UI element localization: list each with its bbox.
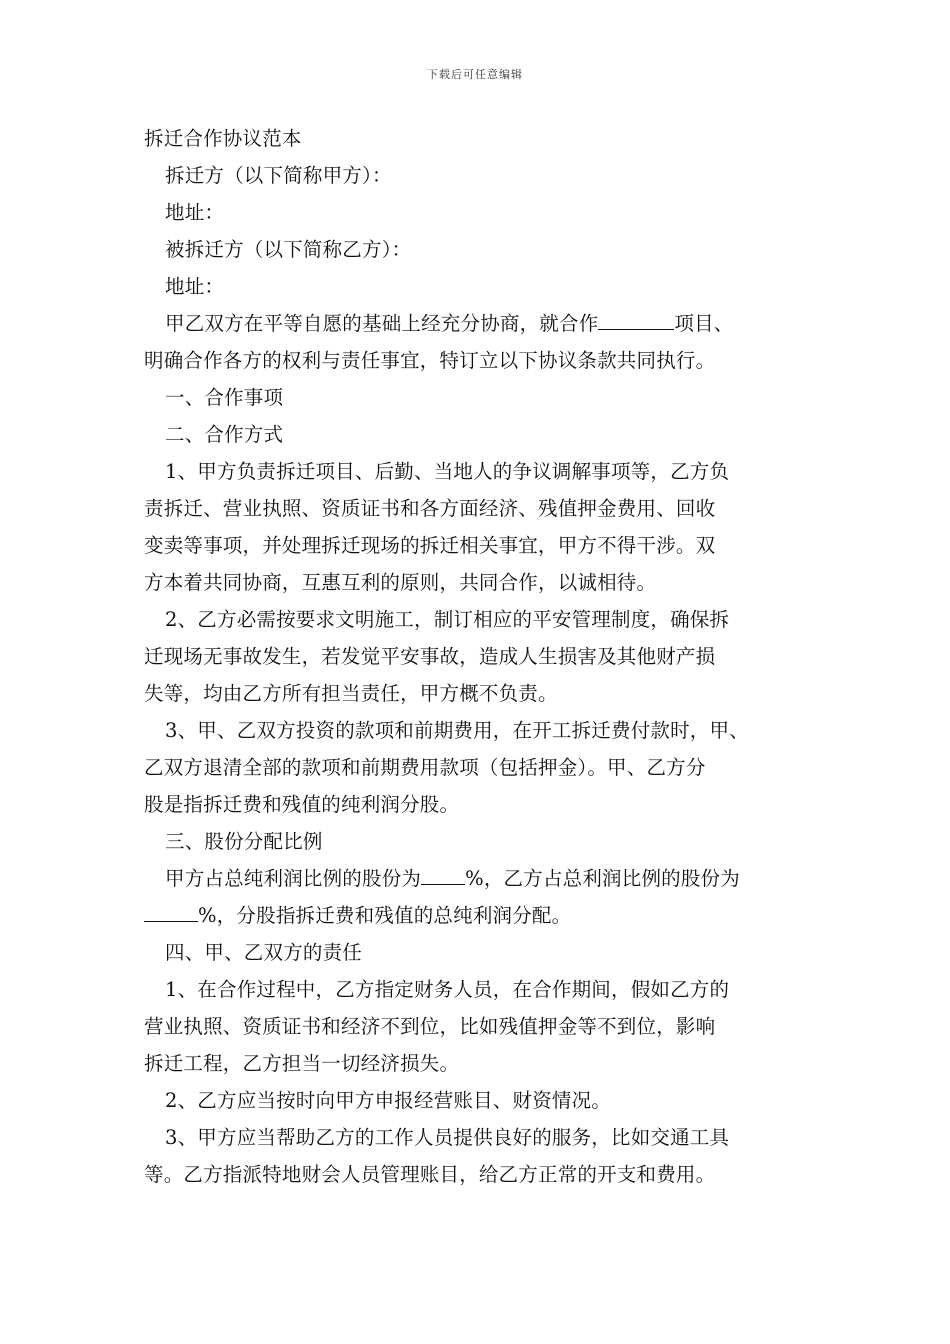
s4-p3-line-2: 等。乙方指派特地财会人员管理账目，给乙方正常的开支和费用。 xyxy=(144,1163,716,1186)
party-b-line: 被拆迁方（以下简称乙方）： xyxy=(165,238,412,261)
s2-p3-line-3: 股是指拆迁费和残值的纯利润分股。 xyxy=(144,793,460,816)
s2-p2-line-2: 迁现场无事故发生，若发觉平安事故，造成人生损害及其他财产损 xyxy=(144,645,716,668)
intro-line-1 xyxy=(144,305,809,342)
s4-p1-line-1: 1、在合作过程中，乙方指定财务人员，在合作期间，假如乙方的 xyxy=(165,978,730,1001)
s3-line-2-text: %，分股指拆迁费和残值的总纯利润分配。 xyxy=(198,904,572,927)
s4-p2-line-1: 2、乙方应当按时向甲方申报经营账目、财资情况。 xyxy=(165,1089,612,1112)
section-4-heading: 四、甲、乙双方的责任 xyxy=(165,941,363,964)
section-3-heading: 三、股份分配比例 xyxy=(165,830,323,853)
s2-p3-line-1: 3、甲、乙双方投资的款项和前期费用，在开工拆迁费付款时，甲、 xyxy=(165,719,749,742)
section-2-heading: 二、合作方式 xyxy=(165,423,284,446)
s2-p2-line-1: 2、乙方必需按要求文明施工，制订相应的平安管理制度，确保拆 xyxy=(165,608,730,631)
intro-text-before: 甲乙双方在平等自愿的基础上经充分协商，就合作 xyxy=(165,312,599,335)
project-name-blank xyxy=(598,309,674,330)
s3-text-after: %，乙方占总利润比例的股份为 xyxy=(465,867,740,890)
intro-text-after: 项目、 xyxy=(674,312,734,335)
header-note: 下载后可任意编辑 xyxy=(427,68,523,81)
document-body xyxy=(144,120,809,1193)
party-b-share-blank xyxy=(144,901,198,922)
party-a-line: 拆迁方（以下简称甲方）： xyxy=(165,164,392,187)
s4-p3-line-1: 3、甲方应当帮助乙方的工作人员提供良好的服务，比如交通工具 xyxy=(165,1126,730,1149)
intro-line-2: 明确合作各方的权利与责任事宜，特订立以下协议条款共同执行。 xyxy=(144,349,716,372)
s4-p1-line-2: 营业执照、资质证书和经济不到位，比如残值押金等不到位，影响 xyxy=(144,1015,716,1038)
party-a-share-blank xyxy=(421,864,465,885)
s2-p2-line-3: 失等，均由乙方所有担当责任，甲方概不负责。 xyxy=(144,682,558,705)
document-title: 拆迁合作协议范本 xyxy=(144,127,302,150)
s3-line-2 xyxy=(144,897,809,934)
s2-p1-line-1: 1、甲方负责拆迁项目、后勤、当地人的争议调解事项等，乙方负 xyxy=(165,460,730,483)
s3-text-before: 甲方占总纯利润比例的股份为 xyxy=(165,867,422,890)
s4-p1-line-3: 拆迁工程，乙方担当一切经济损失。 xyxy=(144,1052,460,1075)
party-a-address: 地址： xyxy=(165,201,225,224)
s2-p1-line-2: 责拆迁、营业执照、资质证书和各方面经济、残值押金费用、回收 xyxy=(144,497,716,520)
section-1-heading: 一、合作事项 xyxy=(165,386,284,409)
s2-p1-line-4: 方本着共同协商，互惠互利的原则，共同合作，以诚相待。 xyxy=(144,571,657,594)
s3-line-1 xyxy=(144,860,809,897)
party-b-address: 地址： xyxy=(165,275,225,298)
s2-p1-line-3: 变卖等事项，并处理拆迁现场的拆迁相关事宜，甲方不得干涉。双 xyxy=(144,534,716,557)
s2-p3-line-2: 乙双方退清全部的款项和前期费用款项（包括押金）。甲、乙方分 xyxy=(144,756,706,779)
